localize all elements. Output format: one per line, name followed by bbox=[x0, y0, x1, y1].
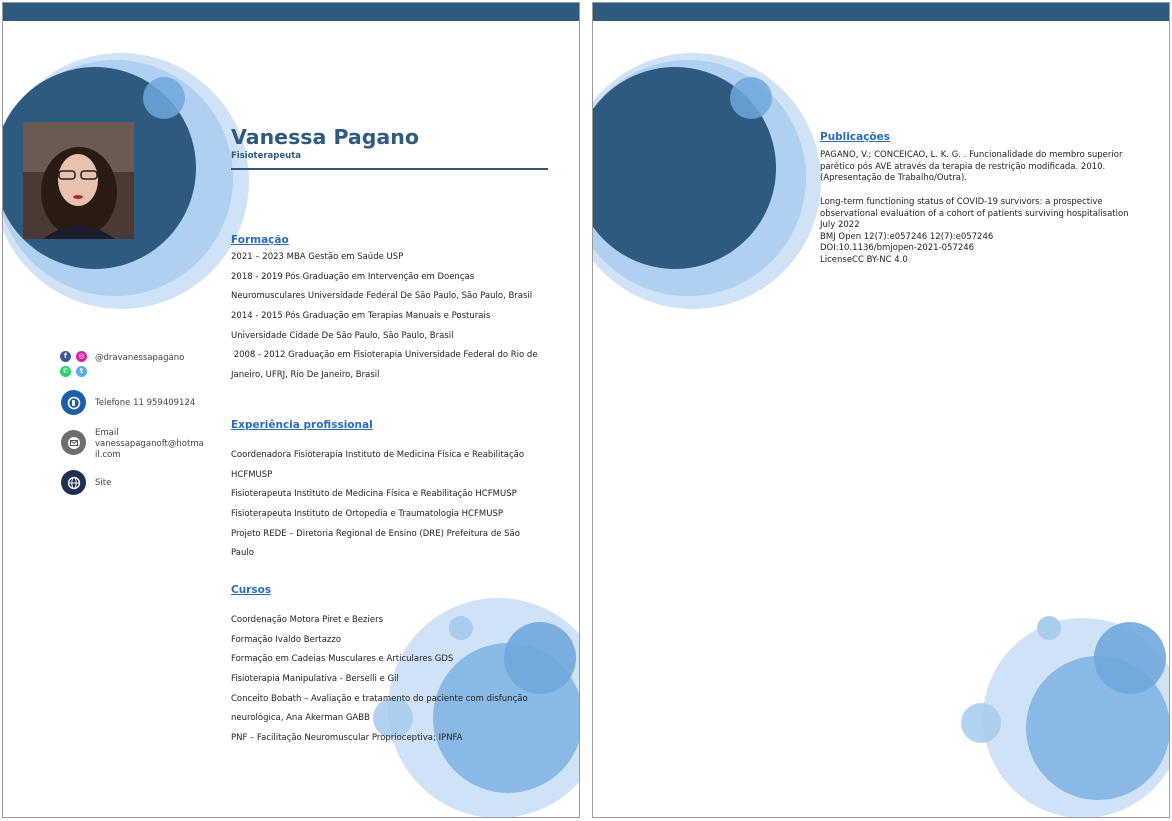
publication-line: (Apresentação de Trabalho/Outra). bbox=[820, 173, 967, 184]
list-item: 2021 – 2023 MBA Gestão em Saúde USP bbox=[231, 252, 404, 262]
list-item: PNF – Facilitação Neuromuscular Proprioceptiva; IPNFA bbox=[231, 733, 463, 744]
publication-line: observational evaluation of a cohort of patients surviving hospitalisation bbox=[820, 208, 1129, 219]
instagram-icon[interactable]: ◎ bbox=[76, 351, 87, 362]
list-item: 2014 - 2015 Pós Graduação em Terapias Manuais e Posturais bbox=[231, 311, 491, 322]
list-item: HCFMUSP bbox=[231, 469, 273, 480]
facebook-icon[interactable]: f bbox=[60, 351, 71, 362]
publication-line: LicenseCC BY-NC 4.0 bbox=[820, 254, 908, 265]
publication-2 bbox=[820, 197, 1129, 267]
twitter-icon[interactable]: t bbox=[76, 366, 87, 377]
list-item: Fisioterapeuta Instituto de Medicina Física e Reabilitação HCFMUSP bbox=[231, 489, 517, 500]
list-item: Neuromusculares Universidade Federal De São Paulo, São Paulo, Brasil bbox=[231, 291, 533, 302]
publication-1 bbox=[820, 150, 1122, 185]
section-title-experiencia: Experiência profissional bbox=[231, 419, 373, 431]
whatsapp-icon[interactable]: ✆ bbox=[60, 366, 71, 377]
list-item: Projeto REDE – Diretoria Regional de Ensino (DRE) Prefeitura de São bbox=[231, 528, 520, 539]
profile-photo bbox=[23, 122, 134, 239]
publication-line: parético pós AVE através da terapia de restrição modificada. 2010. bbox=[820, 161, 1106, 172]
publication-line: BMJ Open 12(7):e057246 12(7):e057246 bbox=[820, 231, 994, 242]
phone-icon[interactable] bbox=[61, 390, 86, 415]
phone-number[interactable]: Telefone 11 959409124 bbox=[95, 398, 196, 408]
list-item: Paulo bbox=[231, 548, 254, 559]
cv-page-2 bbox=[592, 2, 1170, 818]
publication-line: PAGANO, V.; CONCEICAO, L. K. G. . Funcionalidade do membro superior bbox=[820, 150, 1123, 160]
section-title-publicacoes: Publicações bbox=[820, 131, 891, 143]
title-divider bbox=[231, 168, 548, 170]
formacao-list bbox=[231, 248, 538, 386]
publication-line: Long-term functioning status of COVID-19 survivors: a prospective bbox=[820, 197, 1103, 207]
list-item: Formação em Cadeias Musculares e Articulares GDS bbox=[231, 654, 454, 665]
list-item: Coordenação Motora Piret e Beziers bbox=[231, 615, 383, 625]
cursos-list bbox=[231, 611, 528, 749]
email-block[interactable] bbox=[95, 428, 204, 461]
list-item: 2018 - 2019 Pós Graduação em Intervenção em Doenças bbox=[231, 271, 475, 282]
email-label: Email bbox=[95, 428, 119, 438]
globe-icon[interactable] bbox=[61, 470, 86, 495]
candidate-role: Fisioterapeuta bbox=[231, 151, 301, 161]
candidate-name: Vanessa Pagano bbox=[231, 125, 419, 149]
section-title-formacao: Formação bbox=[231, 234, 289, 246]
publication-line: July 2022 bbox=[820, 220, 860, 231]
list-item: Fisioterapia Manipulativa - Berselli e Gil bbox=[231, 674, 399, 685]
cv-page-1 bbox=[2, 2, 580, 818]
site-link[interactable]: Site bbox=[95, 478, 112, 488]
decorative-circles bbox=[593, 3, 1170, 818]
section-title-cursos: Cursos bbox=[231, 584, 272, 596]
social-handle[interactable]: @dravanessapagano bbox=[95, 353, 185, 363]
email-address-line-1[interactable]: vanessapaganoft@hotma bbox=[95, 439, 204, 449]
list-item: Coordenadora Fisioterapia Instituto de Medicina Física e Reabilitação bbox=[231, 450, 525, 460]
list-item: neurológica, Ana Akerman GABB bbox=[231, 713, 370, 724]
list-item: Formação Ivaldo Bertazzo bbox=[231, 634, 342, 645]
email-address-line-2[interactable]: il.com bbox=[95, 450, 121, 460]
list-item: Fisioterapeuta Instituto de Ortopedia e Traumatologia HCFMUSP bbox=[231, 509, 503, 520]
list-item: Conceito Bobath – Avaliação e tratamento do paciente com disfunção bbox=[231, 693, 528, 704]
list-item: Universidade Cidade De São Paulo, São Paulo, Brasil bbox=[231, 330, 454, 341]
list-item: Janeiro, UFRJ, Rio De Janeiro, Brasil bbox=[231, 370, 380, 381]
email-icon[interactable] bbox=[61, 430, 86, 455]
experiencia-list bbox=[231, 446, 524, 564]
list-item: 2008 - 2012 Graduação em Fisioterapia Universidade Federal do Rio de bbox=[231, 350, 538, 361]
publication-line: DOI:10.1136/bmjopen-2021-057246 bbox=[820, 243, 975, 254]
